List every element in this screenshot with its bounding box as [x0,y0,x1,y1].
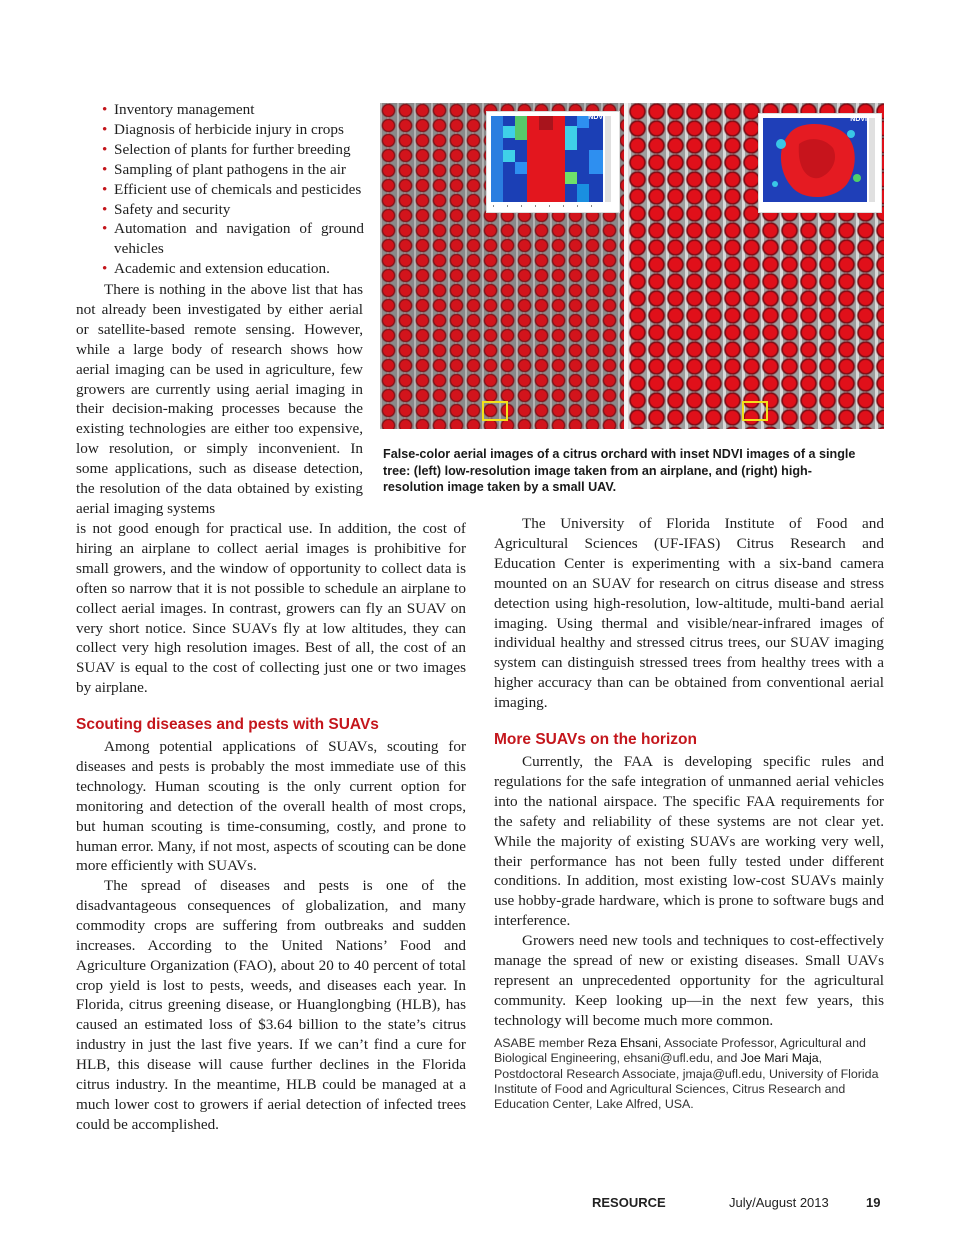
ndvi-inset-left [486,111,620,213]
selected-tree-marker-left [482,401,508,421]
issue-date: July/August 2013 [729,1195,829,1210]
bullet-item: • Inventory management [102,101,255,118]
ndvi-label-left: NDVI [588,114,605,121]
selected-tree-marker-right [742,401,768,421]
bullet-dot: • [102,180,108,198]
application-bullet-list [102,100,364,279]
bullet-item: • Sampling of plant pathogens in the air [102,160,346,178]
bullet-item: • Safety and security [102,200,231,218]
author-byline: ASABE member Reza Ehsani, Associate Professor, Agricultural and Biological Engineering, ehsani@ufl.edu, and Joe Mari Maja, Postdoctoral Research Associate, jmaja@ufl.edu, University of Florida Institute of Food and Agricultural Sciences, Citrus Research and Education Center, Lake Alfred, USA. [494,1036,879,1112]
ndvi-inset-right [758,113,882,213]
florida-research-paragraph: The University of Florida Institute of Food and Agricultural Sciences (UF-IFAS) Citrus Research and Education Center is experimenting with a six-band camera mounted on an SUAV for research on citrus disease and stress detection using high-resolution, low-altitude, multi-band aerial imaging. Using thermal and visible/near-infrared images of individual healthy and stressed citrus trees, our SUAV imaging system can distinguish stressed trees from healthy trees with a higher accuracy than can be obtained from conventional aerial imaging. [494,515,884,712]
ndvi-heatmap-high-res [759,114,881,212]
horizon-paragraph-1: Currently, the FAA is developing specific rules and regulations for the safe integration of unmanned aerial vehicles into the national airspace. The specific FAA requirements for the safety and reliability of these systems are not clear yet. While the majority of existing SUAVs are working very well, their performance has not been fully tested under different conditions. In addition, most existing low-cost SUAVs mainly use hobby-grade hardware, which is prone to software bugs and interference. [494,753,884,930]
intro-paragraph-continued: is not good enough for practical use. In addition, the cost of hiring an airplane to collect aerial images is prohibitive for small growers, and the window of opportunity to collect data is often so narrow that it is not possible to schedule an airplane to collect aerial images. In contrast, growers can fly an SUAV on very short notice. Since SUAVs fly at low altitudes, they can collect very high resolution images. Best of all, the cost of an SUAV is equal to the cost of collecting just one or two images by airplane. [76,520,466,697]
bullet-item: • Academic and extension education. [102,260,330,278]
bullet-item: • Diagnosis of herbicide injury in crops [102,120,344,138]
bullet-item: • Efficient use of chemicals and pesticides [102,180,362,198]
section-heading-scouting: Scouting diseases and pests with SUAVs [76,716,379,733]
intro-paragraph: There is nothing in the above list that has not already been investigated by either aerial or satellite-based remote sensing. However, while a large body of research shows how aerial imaging can be used in agriculture, few growers are currently using aerial imaging in their decision-making processes because the existing technologies are either too expensive, low resolution, or simply inconvenient. In some applications, such as disease detection, the resolution of the data obtained by existing aerial imaging systems [76,281,363,517]
horizon-paragraph-2: Growers need new tools and techniques to cost-effectively manage the spread of new or existing diseases. Small UAVs represent an unprecedented opportunity for the agricultural community. Keep looking up—in the next few years, this technology will become much more common. [494,932,884,1029]
author-name: Joe Mari Maja [740,1051,819,1066]
bullet-item: • Automation and navigation of ground vehicles [102,220,364,258]
ndvi-label-right: NDVI [850,116,867,123]
publication-name: RESOURCE [592,1195,666,1210]
figure-caption: False-color aerial images of a citrus orchard with inset NDVI images of a single tree: (left) low-resolution image taken from an airplane, and (right) high-resolution image taken by a small UAV. [383,447,856,494]
bullet-item: • Selection of plants for further breeding [102,140,351,158]
bullet-dot: • [102,120,108,138]
scouting-paragraph-2: The spread of diseases and pests is one of the disadvantageous consequences of globalization, and many commodity crops are suffering from outbreaks and sudden increases. According to the United Nations’ Food and Agriculture Organization (FAO), about 20 to 40 percent of total crop yield is lost to pests, weeds, and diseases each year. In Florida, citrus greening disease, or Huanglongbing (HLB), has caused an estimated loss of $3.64 billion to the state’s citrus industry in just the last five years. If we can’t find a cure for HLB, this disease will cause further declines in the Florida citrus industry. In the meantime, HLB could be managed at a much lower cost to growers if aerial detection of infected trees could be accomplished. [76,877,466,1133]
bullet-dot: • [102,260,108,278]
bullet-dot: • [102,160,108,178]
bullet-dot: • [102,101,108,118]
aerial-image-figure [380,103,884,429]
author-name: Reza Ehsani [587,1036,658,1050]
bullet-dot: • [102,200,108,218]
section-heading-horizon: More SUAVs on the horizon [494,731,697,748]
bullet-dot: • [102,140,108,158]
bullet-dot: • [102,220,108,238]
page-number: 19 [866,1195,881,1210]
scouting-paragraph-1: Among potential applications of SUAVs, scouting for diseases and pests is probably the most immediate use of this technology. Human scouting is the only current option for monitoring and detection of the overall health of most crops, but human scouting is time-consuming, costly, and prone to human error. Many, if not most, aspects of scouting can be done more efficiently with SUAVs. [76,738,466,875]
ndvi-heatmap-low-res [487,112,619,212]
